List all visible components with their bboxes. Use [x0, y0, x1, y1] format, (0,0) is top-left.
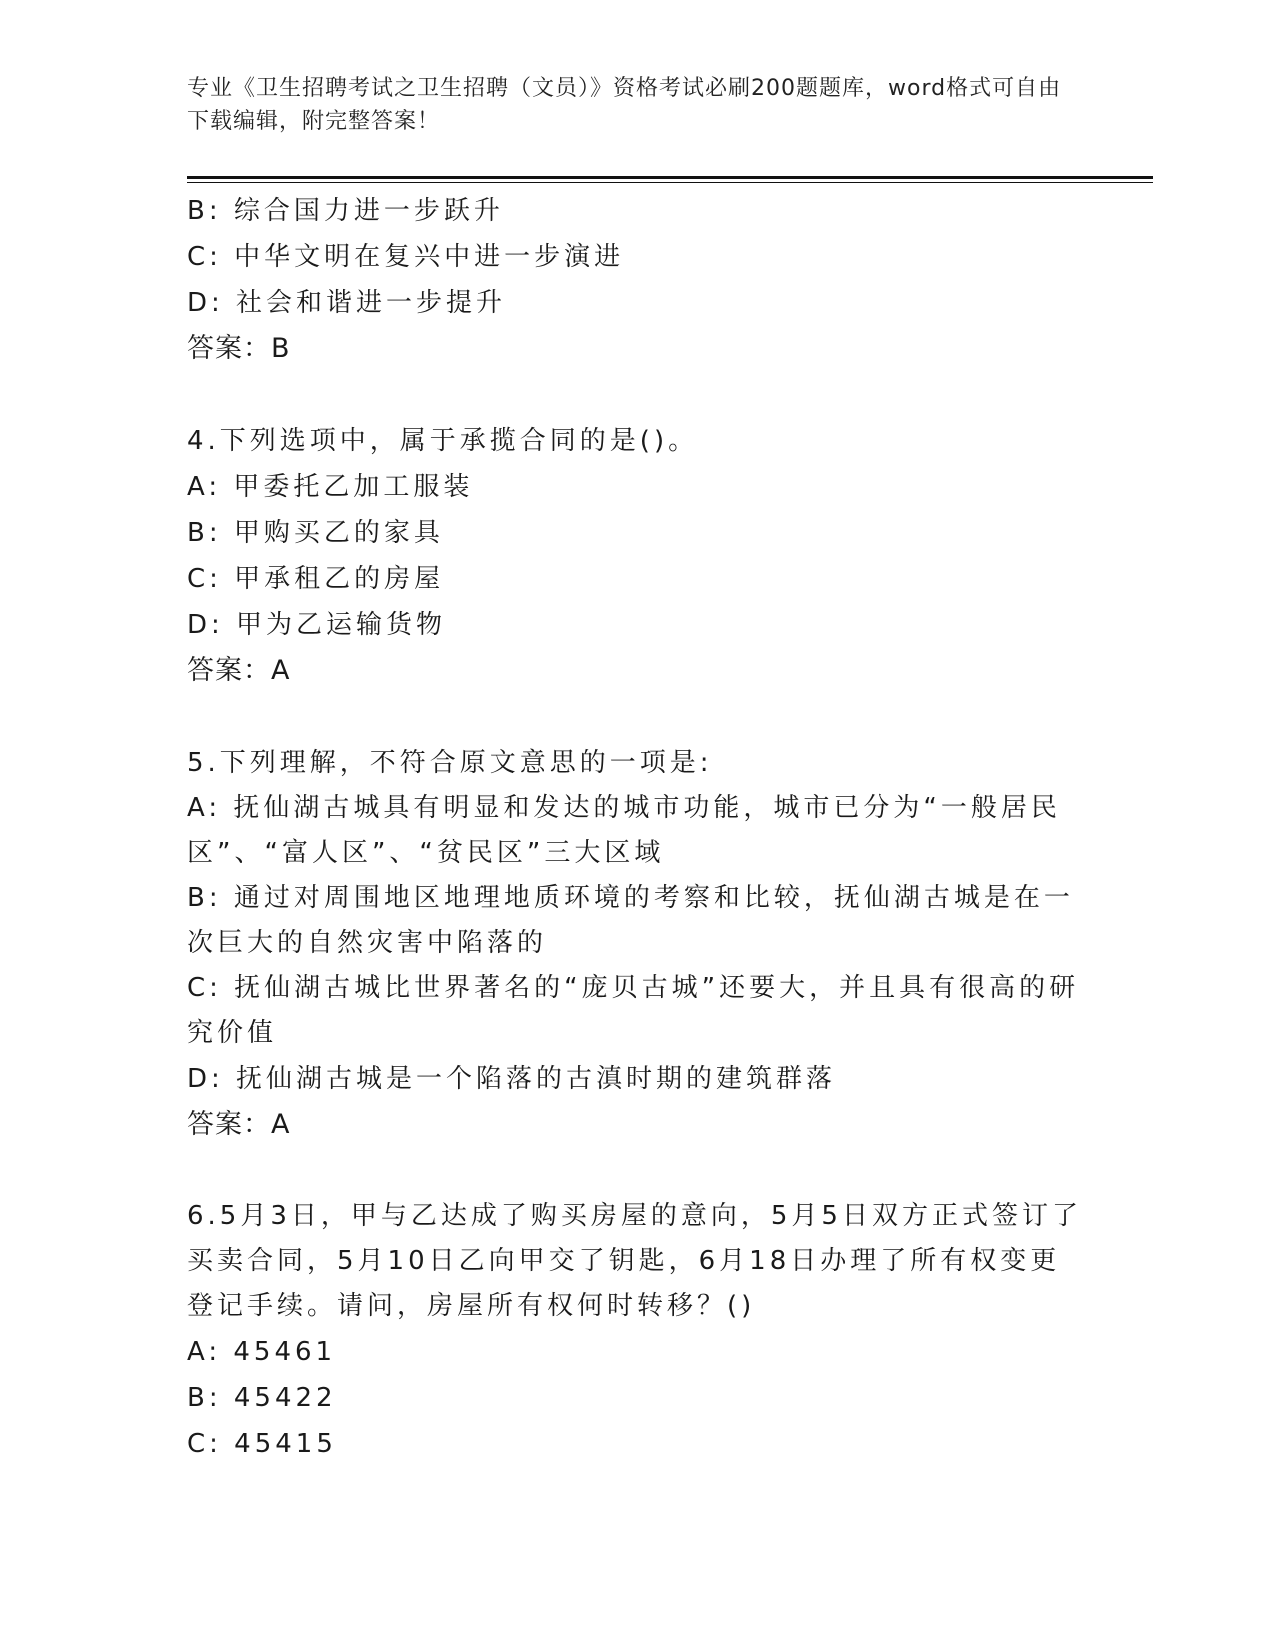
page-header-title: 专业《卫生招聘考试之卫生招聘（文员）》资格考试必刷200题题库，word格式可自由下载编辑，附完整答案！ — [187, 76, 1062, 134]
option-a: A: 甲委托乙加工服装 — [187, 472, 474, 502]
option-b: B: 综合国力进一步跃升 — [187, 196, 504, 226]
question-3 — [187, 188, 1087, 372]
header-divider-thick — [187, 176, 1153, 179]
option-a: A: 45461 — [187, 1337, 337, 1367]
spacer — [187, 1148, 1087, 1194]
option-d: D: 抚仙湖古城是一个陷落的古滇时期的建筑群落 — [187, 1064, 837, 1094]
option-c: C: 抚仙湖古城比世界著名的“庞贝古城”还要大，并且具有很高的研究价值 — [187, 973, 1080, 1048]
question-4 — [187, 418, 1087, 694]
header-divider-thin — [187, 182, 1153, 183]
option-a: A: 抚仙湖古城具有明显和发达的城市功能，城市已分为“一般居民区”、“富人区”、“贫民区”三大区域 — [187, 793, 1061, 868]
spacer — [187, 694, 1087, 740]
question-stem: 5.下列理解，不符合原文意思的一项是: — [187, 748, 713, 778]
question-5 — [187, 740, 1087, 1148]
option-b: B: 甲购买乙的家具 — [187, 518, 444, 548]
answer-text: 答案：B — [187, 333, 291, 364]
option-b: B: 通过对周围地区地理地质环境的考察和比较，抚仙湖古城是在一次巨大的自然灾害中陷落的 — [187, 883, 1074, 958]
question-stem: 4.下列选项中，属于承揽合同的是()。 — [187, 426, 699, 456]
spacer — [187, 372, 1087, 418]
option-d: D: 社会和谐进一步提升 — [187, 288, 507, 318]
option-c: C: 45415 — [187, 1429, 337, 1459]
question-6 — [187, 1194, 1087, 1467]
question-content — [187, 188, 1087, 1467]
answer-text: 答案：A — [187, 1109, 291, 1140]
option-c: C: 甲承租乙的房屋 — [187, 564, 445, 594]
option-b: B: 45422 — [187, 1383, 337, 1413]
option-d: D: 甲为乙运输货物 — [187, 610, 447, 640]
answer-text: 答案：A — [187, 655, 291, 686]
option-c: C: 中华文明在复兴中进一步演进 — [187, 242, 625, 272]
question-stem: 6.5月3日，甲与乙达成了购买房屋的意向，5月5日双方正式签订了买卖合同，5月10日乙向甲交了钥匙，6月18日办理了所有权变更登记手续。请问，房屋所有权何时转移？() — [187, 1201, 1082, 1321]
